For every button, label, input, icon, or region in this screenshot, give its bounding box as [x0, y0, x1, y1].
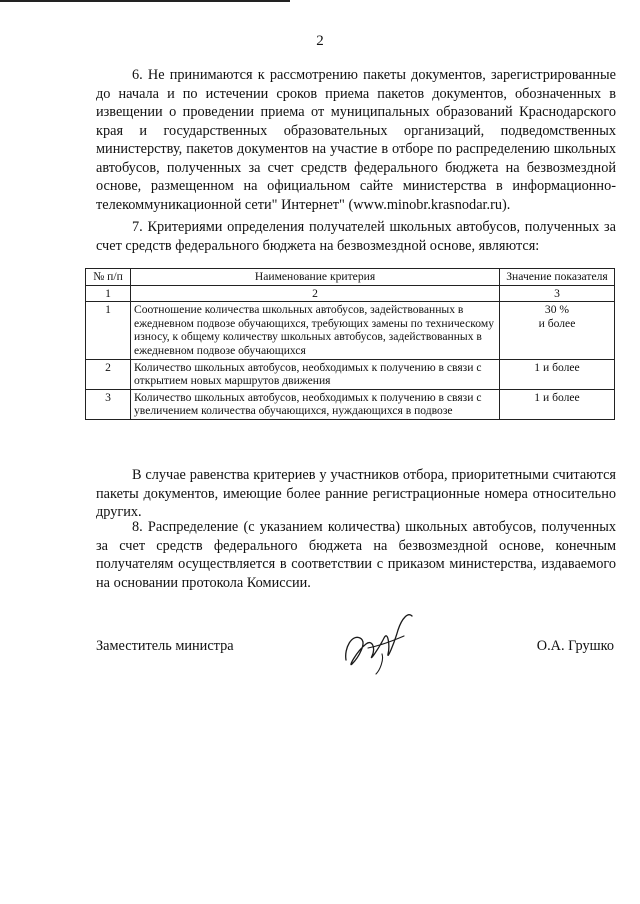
index-cell: 2 [131, 285, 500, 302]
table-header-row [86, 269, 615, 286]
row-value-line: 30 % [544, 303, 570, 317]
row-value-line: 1 и более [534, 390, 580, 404]
paragraph-6-text: 6. Не принимаются к рассмотрению пакеты документов, зарегистрированные до начала и по истечении сроков приема пакетов документов, обозначенных в извещении о проведении приема от муниципальных образований Краснодарского края и государственных образовательных организаций, подведомственных министерству, пакетов документов на участие в отборе по распределению школьных автобусов, полученных за счет средств федерального бюджета на безвозмездной основе, размещенном на официальном сайте министерства в информационно-телекоммуникационной сети" Интернет" (www.minobr.krasnodar.ru). [96, 67, 616, 213]
paragraph-7 [96, 218, 616, 255]
header-value: Значение показателя [500, 269, 615, 286]
row-value-line: и более [538, 316, 576, 330]
paragraph-tie-text: В случае равенства критериев у участников отбора, приоритетными считаются пакеты документов, имеющие более ранние регистрационные номера относительно других. [96, 467, 616, 520]
row-criterion: Соотношение количества школьных автобусов, задействованных в ежедневном подвозе обучающихся, требующих замены по техническому износу, к общему количеству школьных автобусов, задействованных в ежедневном подвозе обучающихся [131, 302, 500, 359]
row-criterion: Количество школьных автобусов, необходимых к получению в связи с открытием новых маршрутов движения [131, 359, 500, 389]
paragraph-8 [96, 518, 616, 592]
signatory-position: Заместитель министра [96, 638, 234, 654]
header-criterion: Наименование критерия [131, 269, 500, 286]
row-number: 2 [86, 359, 131, 389]
table-row [86, 302, 615, 359]
row-value [500, 389, 615, 419]
row-value [500, 359, 615, 389]
table-row [86, 389, 615, 419]
paragraph-7-text: 7. Критериями определения получателей школьных автобусов, полученных за счет средств федерального бюджета на безвозмездной основе, являются: [96, 219, 616, 254]
top-rule [0, 0, 290, 2]
row-number: 3 [86, 389, 131, 419]
page-number: 2 [316, 33, 324, 49]
index-cell: 3 [500, 285, 615, 302]
paragraph-8-text: 8. Распределение (с указанием количества) школьных автобусов, полученных за счет средств федерального бюджета на безвозмездной основе, конечным получателям осуществляется в соответствии с приказом министерства, издаваемого на основании протокола Комиссии. [96, 519, 616, 591]
handwritten-signature [338, 608, 418, 678]
paragraph-tie [96, 466, 616, 522]
paragraph-6 [96, 66, 616, 214]
criteria-table [85, 268, 615, 420]
row-value [500, 302, 615, 359]
table-row [86, 359, 615, 389]
table-index-row [86, 285, 615, 302]
row-number: 1 [86, 302, 131, 359]
header-number: № п/п [86, 269, 131, 286]
row-criterion: Количество школьных автобусов, необходимых к получению в связи с увеличением количества обучающихся, нуждающихся в подвозе [131, 389, 500, 419]
index-cell: 1 [86, 285, 131, 302]
signatory-name: О.А. Грушко [536, 638, 614, 654]
row-value-line: 1 и более [534, 360, 580, 374]
